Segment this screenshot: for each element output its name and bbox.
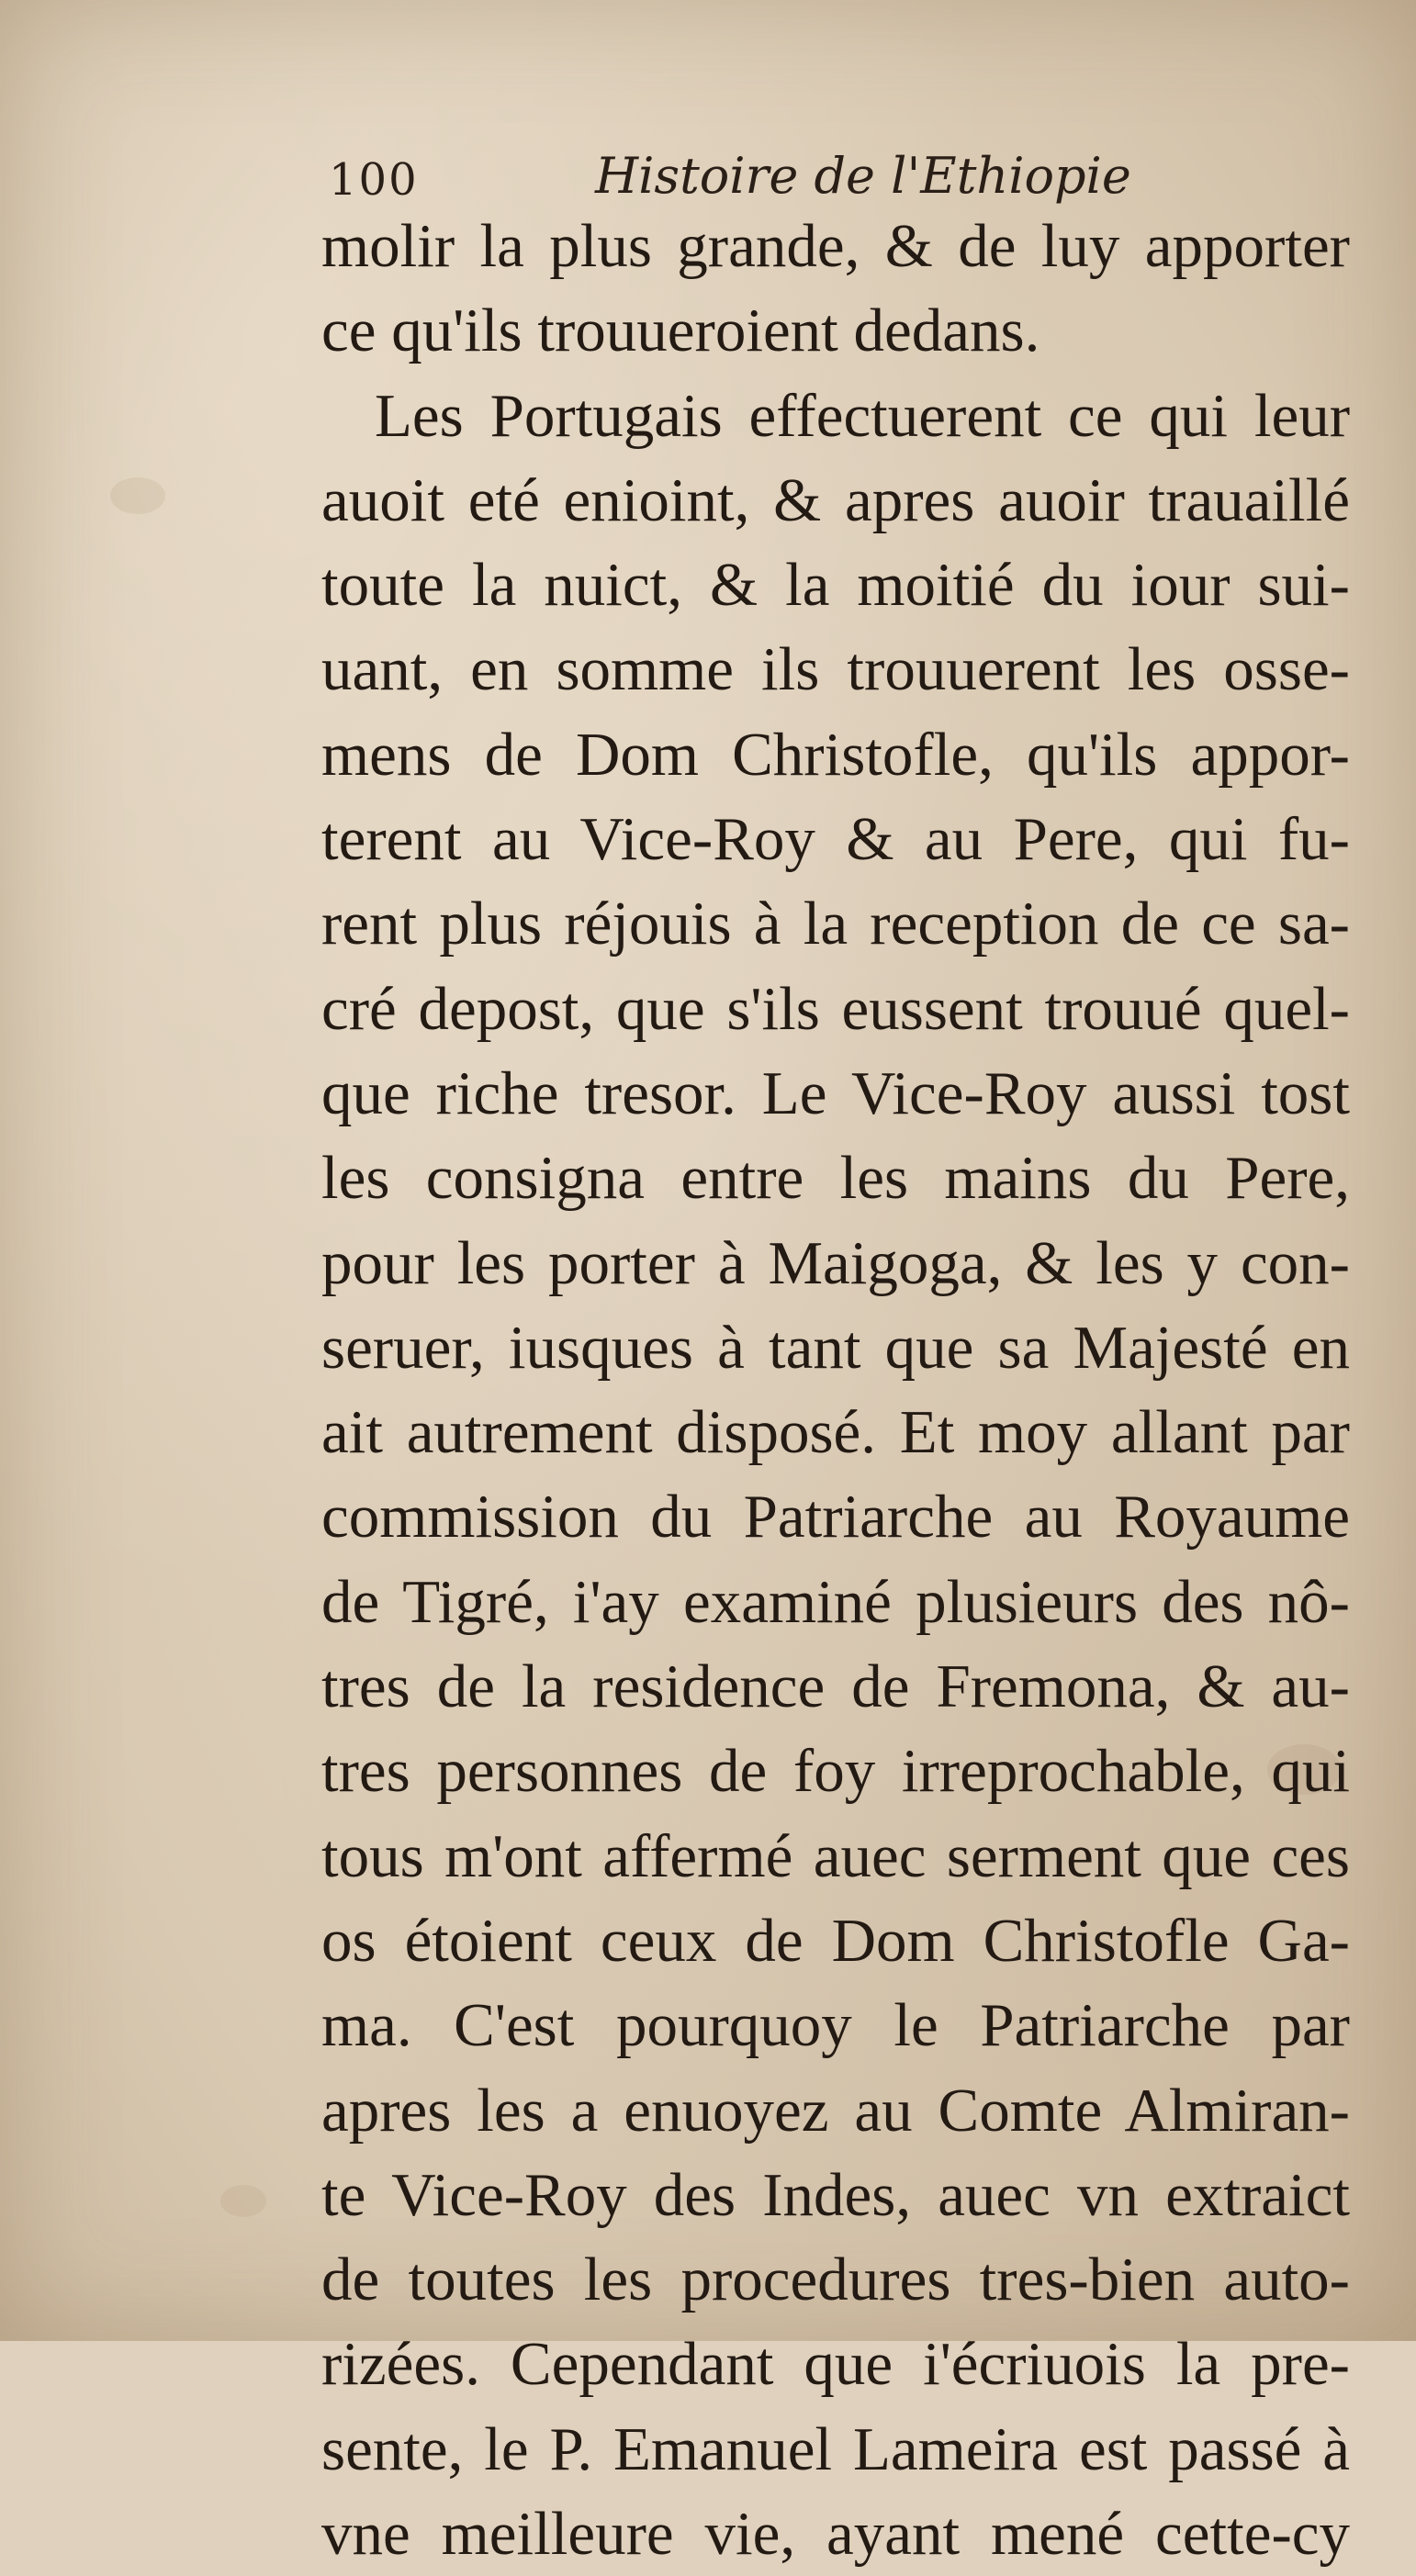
text-line: tres de la residence de Fremona, & au- [321, 1652, 1350, 1721]
text-line: ma. C'est pourquoy le Patriarche par [321, 1991, 1350, 2060]
paper-stain [110, 477, 165, 514]
text-line: mens de Dom Christofle, qu'ils appor- [321, 720, 1350, 789]
text-line: os étoient ceux de Dom Christofle Ga- [321, 1906, 1350, 1975]
text-line: te Vice-Roy des Indes, auec vn extraict [321, 2160, 1350, 2229]
text-line: les consigna entre les mains du Pere, [321, 1144, 1350, 1213]
running-title: Histoire de l'Ethiopie [595, 147, 1131, 205]
text-line: de Tigré, i'ay examiné plusieurs des nô- [321, 1567, 1350, 1636]
paper-stain [220, 2185, 266, 2217]
text-line: toute la nuict, & la moitié du iour sui- [321, 551, 1350, 620]
text-line: commission du Patriarche au Royaume [321, 1483, 1350, 1551]
text-line: sente, le P. Emanuel Lameira est passé à [321, 2414, 1350, 2483]
text-line: Les Portugais effectuerent ce qui leur [375, 381, 1350, 450]
text-line: seruer, iusques à tant que sa Majesté en [321, 1313, 1350, 1382]
page-number: 100 [329, 154, 419, 206]
main-text [321, 204, 1350, 2576]
text-line: vne meilleure vie, ayant mené cette-cy [321, 2500, 1350, 2569]
text-line: apres les a enuoyez au Comte Almiran- [321, 2076, 1350, 2145]
text-line: uant, en somme ils trouuerent les osse- [321, 635, 1350, 704]
text-line: cré depost, que s'ils eussent trouué quel- [321, 974, 1350, 1043]
text-line: auoit eté enioint, & apres auoir trauaillé [321, 465, 1350, 534]
text-line: ait autrement disposé. Et moy allant par [321, 1398, 1350, 1467]
text-line: terent au Vice-Roy & au Pere, qui fu- [321, 805, 1350, 874]
text-line: tres personnes de foy irreprochable, qui [321, 1737, 1350, 1806]
text-line: tous m'ont affermé auec serment que ces [321, 1821, 1350, 1890]
text-line: de toutes les procedures tres-bien auto- [321, 2246, 1350, 2314]
text-line: rent plus réjouis à la reception de ce sa- [321, 890, 1350, 958]
text-line: que riche tresor. Le Vice-Roy aussi tost [321, 1058, 1350, 1127]
text-line: pour les porter à Maigoga, & les y con- [321, 1228, 1350, 1297]
text-line: rizées. Cependant que i'écriuois la pre- [321, 2330, 1350, 2399]
text-line: molir la plus grande, & de luy apporter [321, 212, 1350, 280]
text-line: ce qu'ils trouueroient dedans. [321, 297, 1040, 365]
